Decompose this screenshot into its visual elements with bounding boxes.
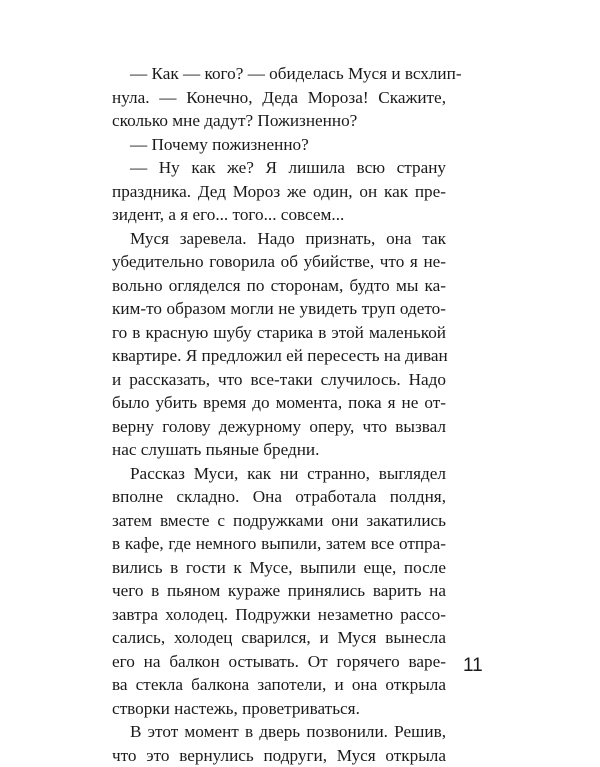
text-line: вольно огляделся по сторонам, будто мы ка- xyxy=(112,274,446,298)
text-line: сколько мне дадут? Пожизненно? xyxy=(112,109,446,133)
text-line: его на балкон остывать. От горячего варе- xyxy=(112,650,446,674)
text-line: нула. — Конечно, Деда Мороза! Скажите, xyxy=(112,86,446,110)
text-line: зидент, а я его... того... совсем... xyxy=(112,203,446,227)
text-line: квартире. Я предложил ей пересесть на диван xyxy=(112,344,446,368)
page-number: 11 xyxy=(463,655,483,677)
text-line: — Почему пожизненно? xyxy=(112,133,446,157)
text-line: — Ну как же? Я лишила всю страну xyxy=(112,156,446,180)
text-line: сались, холодец сварился, и Муся вынесла xyxy=(112,626,446,650)
text-line: ва стекла балкона запотели, и она открыла xyxy=(112,673,446,697)
text-line: вполне складно. Она отработала полдня, xyxy=(112,485,446,509)
text-line: го в красную шубу старика в этой маленькой xyxy=(112,321,446,345)
text-line: вились в гости к Мусе, выпили еще, после xyxy=(112,556,446,580)
text-line: чего в пьяном кураже принялись варить на xyxy=(112,579,446,603)
text-line: нас слушать пьяные бредни. xyxy=(112,438,446,462)
text-line: было убить время до момента, пока я не от- xyxy=(112,391,446,415)
body-text xyxy=(112,62,446,767)
text-line: убедительно говорила об убийстве, что я не- xyxy=(112,250,446,274)
text-line: створки настежь, проветриваться. xyxy=(112,697,446,721)
text-line: Рассказ Муси, как ни странно, выглядел xyxy=(112,462,446,486)
text-line: затем вместе с подружками они закатились xyxy=(112,509,446,533)
text-line: и рассказать, что все-таки случилось. Надо xyxy=(112,368,446,392)
text-line: верну голову дежурному оперу, что вызвал xyxy=(112,415,446,439)
text-line: что это вернулись подруги, Муся открыла xyxy=(112,744,446,767)
text-line: праздника. Дед Мороз же один, он как пре- xyxy=(112,180,446,204)
text-line: завтра холодец. Подружки незаметно рассо- xyxy=(112,603,446,627)
text-line: — Как — кого? — обиделась Муся и всхлип- xyxy=(112,62,446,86)
text-line: В этот момент в дверь позвонили. Решив, xyxy=(112,720,446,744)
text-line: в кафе, где немного выпили, затем все отпра- xyxy=(112,532,446,556)
text-line: Муся заревела. Надо признать, она так xyxy=(112,227,446,251)
text-line: ким-то образом могли не увидеть труп одето- xyxy=(112,297,446,321)
